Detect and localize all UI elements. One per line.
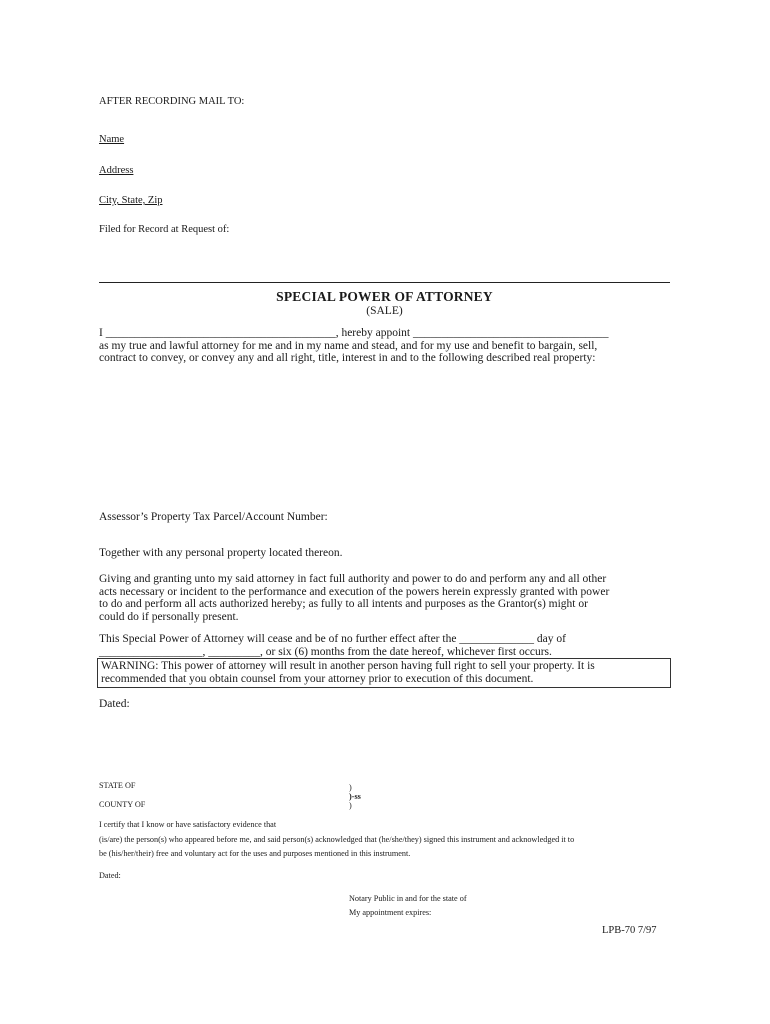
ss-paren-bottom: ) [349,801,352,810]
dated-label[interactable]: Dated: [99,698,130,710]
after-recording-label: AFTER RECORDING MAIL TO: [99,96,245,107]
cease-paragraph [99,633,670,658]
county-of-label[interactable]: COUNTY OF [99,800,146,809]
ss-label: )-ss [349,792,361,801]
ss-paren-top: ) [349,783,352,792]
warning-line: recommended that you obtain counsel from your attorney prior to execution of this document. [101,672,534,685]
certify-line: I certify that I know or have satisfactory evidence that [99,820,277,829]
filed-for-record-label: Filed for Record at Request of: [99,224,230,235]
warning-box [97,658,671,688]
notary-dated-label[interactable]: Dated: [99,871,121,880]
cease-line[interactable]: __________________, _________, or six (6) months from the date hereof, whichever first occurs. [99,645,552,658]
authority-paragraph [99,573,670,623]
appointment-paragraph [99,327,670,365]
notary-public-label[interactable]: Notary Public in and for the state of [349,894,467,903]
certify-line: be (his/her/their) free and voluntary act for the uses and purposes mentioned in this instrument. [99,849,411,858]
document-subtitle: (SALE) [366,305,403,317]
certify-line: (is/are) the person(s) who appeared before me, and said person(s) acknowledged that (he/she/they) signed this instrument and acknowledged it to [99,835,575,844]
warning-line: WARNING: This power of attorney will result in another person having full right to sell your property. It is [101,660,595,672]
state-of-label[interactable]: STATE OF [99,781,136,790]
cease-line[interactable]: This Special Power of Attorney will cease and be of no further effect after the _____________ day of [99,633,566,645]
appointment-expires-label[interactable]: My appointment expires: [349,908,432,917]
personal-property-text: Together with any personal property located thereon. [99,547,343,559]
authority-line: Giving and granting unto my said attorney in fact full authority and power to do and perform any and all other [99,573,607,585]
authority-line: could do if personally present. [99,610,239,623]
appointment-line: as my true and lawful attorney for me and in my name and stead, and for my use and benefit to bargain, sell, [99,339,598,352]
appointment-line: contract to convey, or convey any and all right, title, interest in and to the following described real property: [99,352,596,364]
form-number: LPB-70 7/97 [602,925,657,936]
authority-line: acts necessary or incident to the performance and execution of the powers herein expressly granted with power [99,585,610,598]
address-field-label[interactable]: Address [99,165,134,176]
city-state-zip-field-label[interactable]: City, State, Zip [99,195,163,206]
assessor-parcel-label: Assessor’s Property Tax Parcel/Account Number: [99,511,328,523]
document-title: SPECIAL POWER OF ATTORNEY [276,289,493,304]
appointment-line[interactable]: I ________________________________________, hereby appoint __________________________________ [99,327,609,339]
authority-line: to do and perform all acts authorized hereby; as fully to all intents and purposes as the Grantor(s) might or [99,598,588,610]
header-divider [99,282,670,283]
name-field-label[interactable]: Name [99,134,125,145]
